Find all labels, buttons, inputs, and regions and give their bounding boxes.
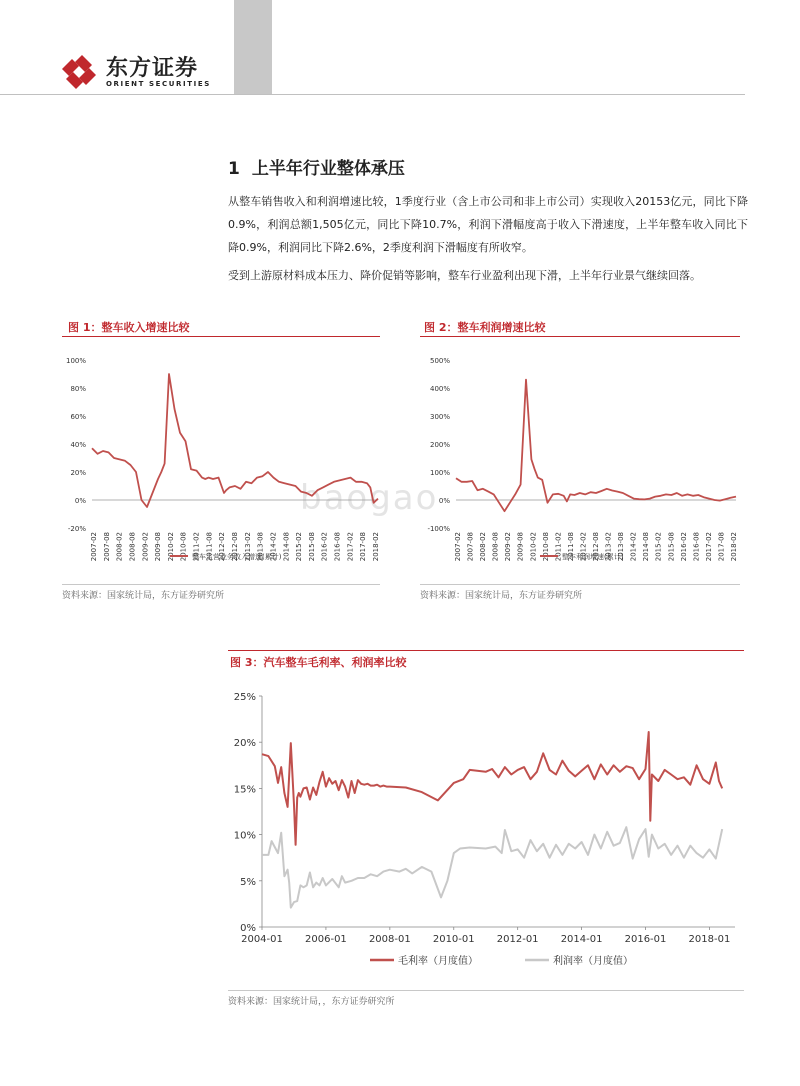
x-tick-label: 2017-02 [704,532,713,562]
y-tick-label: 0% [438,497,450,505]
x-tick-label: 2014-08 [282,532,291,562]
x-tick-label: 2007-08 [466,532,475,562]
x-tick-label: 2009-02 [141,532,150,562]
x-tick-label: 2011-08 [205,532,214,562]
x-tick-label: 2013-02 [604,532,613,562]
x-tick-label: 2012-01 [496,934,539,945]
x-tick-label: 2015-08 [307,532,316,562]
legend-label: 整车利润增速(累计) [562,553,624,561]
x-tick-label: 2008-01 [368,934,411,945]
x-tick-label: 2010-02 [529,532,538,562]
header-gray-bar [234,0,272,95]
paragraph: 从整车销售收入和利润增速比较，1季度行业（含上市公司和非上市公司）实现收入20153亿元，同比下降0.9%，利润总额1,505亿元，同比下降10.7%，利润下滑幅度高于收入下滑速度，上半年整车收入同比下降0.9%，利润同比下降2.6%，2季度利润下滑幅度有所收窄。 [228,195,748,254]
figure-2-title: 图 2：整车利润增速比较 [424,321,546,334]
figure-3-title: 图 3：汽车整车毛利率、利润率比较 [230,656,407,669]
x-tick-label: 2011-02 [554,532,563,562]
y-tick-label: 80% [70,385,86,393]
x-tick-label: 2007-08 [102,532,111,562]
x-tick-label: 2017-08 [359,532,368,562]
x-tick-label: 2009-02 [504,532,513,562]
x-tick-label: 2016-08 [692,532,701,562]
figure-3-rule [228,650,744,651]
figure-1-chart [60,350,380,570]
x-tick-label: 2006-01 [305,934,347,945]
x-tick-label: 2016-01 [624,934,667,945]
x-tick-label: 2014-02 [269,532,278,562]
y-tick-label: 15% [233,784,256,796]
section-heading [228,154,405,179]
y-tick-label: -100% [427,525,450,533]
x-tick-label: 2011-02 [192,532,201,562]
gross-margin-line [262,732,722,845]
header-divider [0,94,745,95]
x-tick-label: 2014-02 [629,532,638,562]
x-tick-label: 2007-02 [90,532,98,562]
figure-3-source-rule [228,990,744,991]
figure-1-source: 资料来源：国家统计局，东方证券研究所 [62,591,225,601]
x-tick-label: 2007-02 [454,532,462,562]
x-tick-label: 2008-02 [479,532,488,562]
x-tick-label: 2010-02 [166,532,175,562]
x-tick-label: 2009-08 [516,532,525,562]
x-tick-label: 2017-02 [346,532,355,562]
x-tick-label: 2016-08 [333,532,342,562]
x-tick-label: 2013-08 [256,532,265,562]
x-tick-label: 2016-02 [320,532,329,562]
x-tick-label: 2012-08 [231,532,239,562]
x-tick-label: 2017-08 [717,532,726,562]
y-tick-label: 0% [74,497,86,505]
legend-label: 利润率（月度值） [553,956,633,967]
y-tick-label: 40% [70,441,86,449]
figure-3-source: 资料来源：国家统计局，，东方证券研究所 [228,997,395,1007]
x-tick-label: 2015-02 [295,532,304,562]
figure-3-chart [220,684,748,974]
x-tick-label: 2018-02 [730,532,738,562]
figure-2-chart [418,350,740,570]
series-line [456,380,736,512]
y-tick-label: 25% [233,692,256,703]
y-tick-label: 100% [429,469,450,477]
figure-2-source: 资料来源：国家统计局，东方证券研究所 [420,591,583,601]
y-tick-label: -20% [67,525,86,533]
figure-1-source-rule [62,584,380,585]
y-tick-label: 60% [70,413,86,421]
x-tick-label: 2015-08 [667,532,676,562]
y-tick-label: 20% [233,738,256,750]
y-tick-label: 20% [70,469,86,477]
x-tick-label: 2009-08 [154,532,163,562]
figure-1-rule [62,336,380,337]
y-tick-label: 400% [429,385,450,393]
series-line [92,374,378,507]
x-tick-label: 2012-08 [592,532,600,562]
watermark: baogao [300,478,439,518]
x-tick-label: 2015-02 [654,532,663,562]
y-tick-label: 200% [429,441,450,449]
orient-logo-icon [58,51,100,93]
x-tick-label: 2016-02 [679,532,688,562]
section-number: 1 [228,159,240,179]
x-tick-label: 2008-08 [491,532,500,562]
figure-2-rule [420,336,740,337]
y-tick-label: 300% [429,413,450,421]
legend-label: 毛利率（月度值） [398,956,478,967]
company-name-cn: 东方证券 [106,56,199,81]
legend-label: 整车主营业务收入增速(累计) [192,553,282,561]
x-tick-label: 2010-08 [541,532,550,562]
company-name-en: ORIENT SECURITIES [106,80,211,88]
x-tick-label: 2012-02 [218,532,227,562]
section-title: 上半年行业整体承压 [251,159,405,179]
profit-margin-line [262,827,722,907]
y-tick-label: 0% [240,923,256,934]
x-tick-label: 2014-08 [642,532,651,562]
y-tick-label: 10% [233,830,256,842]
x-tick-label: 2004-01 [241,934,283,945]
x-tick-label: 2008-02 [115,532,124,562]
x-tick-label: 2014-01 [560,934,603,945]
x-tick-label: 2008-08 [128,532,137,562]
x-tick-label: 2018-02 [372,532,380,562]
y-tick-label: 100% [65,357,86,365]
x-tick-label: 2010-08 [179,532,188,562]
y-tick-label: 500% [429,357,450,365]
figure-2-source-rule [420,584,740,585]
x-tick-label: 2012-02 [579,532,588,562]
figure-1-title: 图 1：整车收入增速比较 [68,321,190,334]
x-tick-label: 2013-02 [243,532,252,562]
x-tick-label: 2018-01 [688,934,731,945]
paragraph: 受到上游原材料成本压力、降价促销等影响，整车行业盈利出现下滑，上半年行业景气继续回落。 [228,269,701,282]
x-tick-label: 2010-01 [432,934,475,945]
x-tick-label: 2011-08 [566,532,575,562]
x-tick-label: 2013-08 [617,532,626,562]
y-tick-label: 5% [240,876,256,888]
